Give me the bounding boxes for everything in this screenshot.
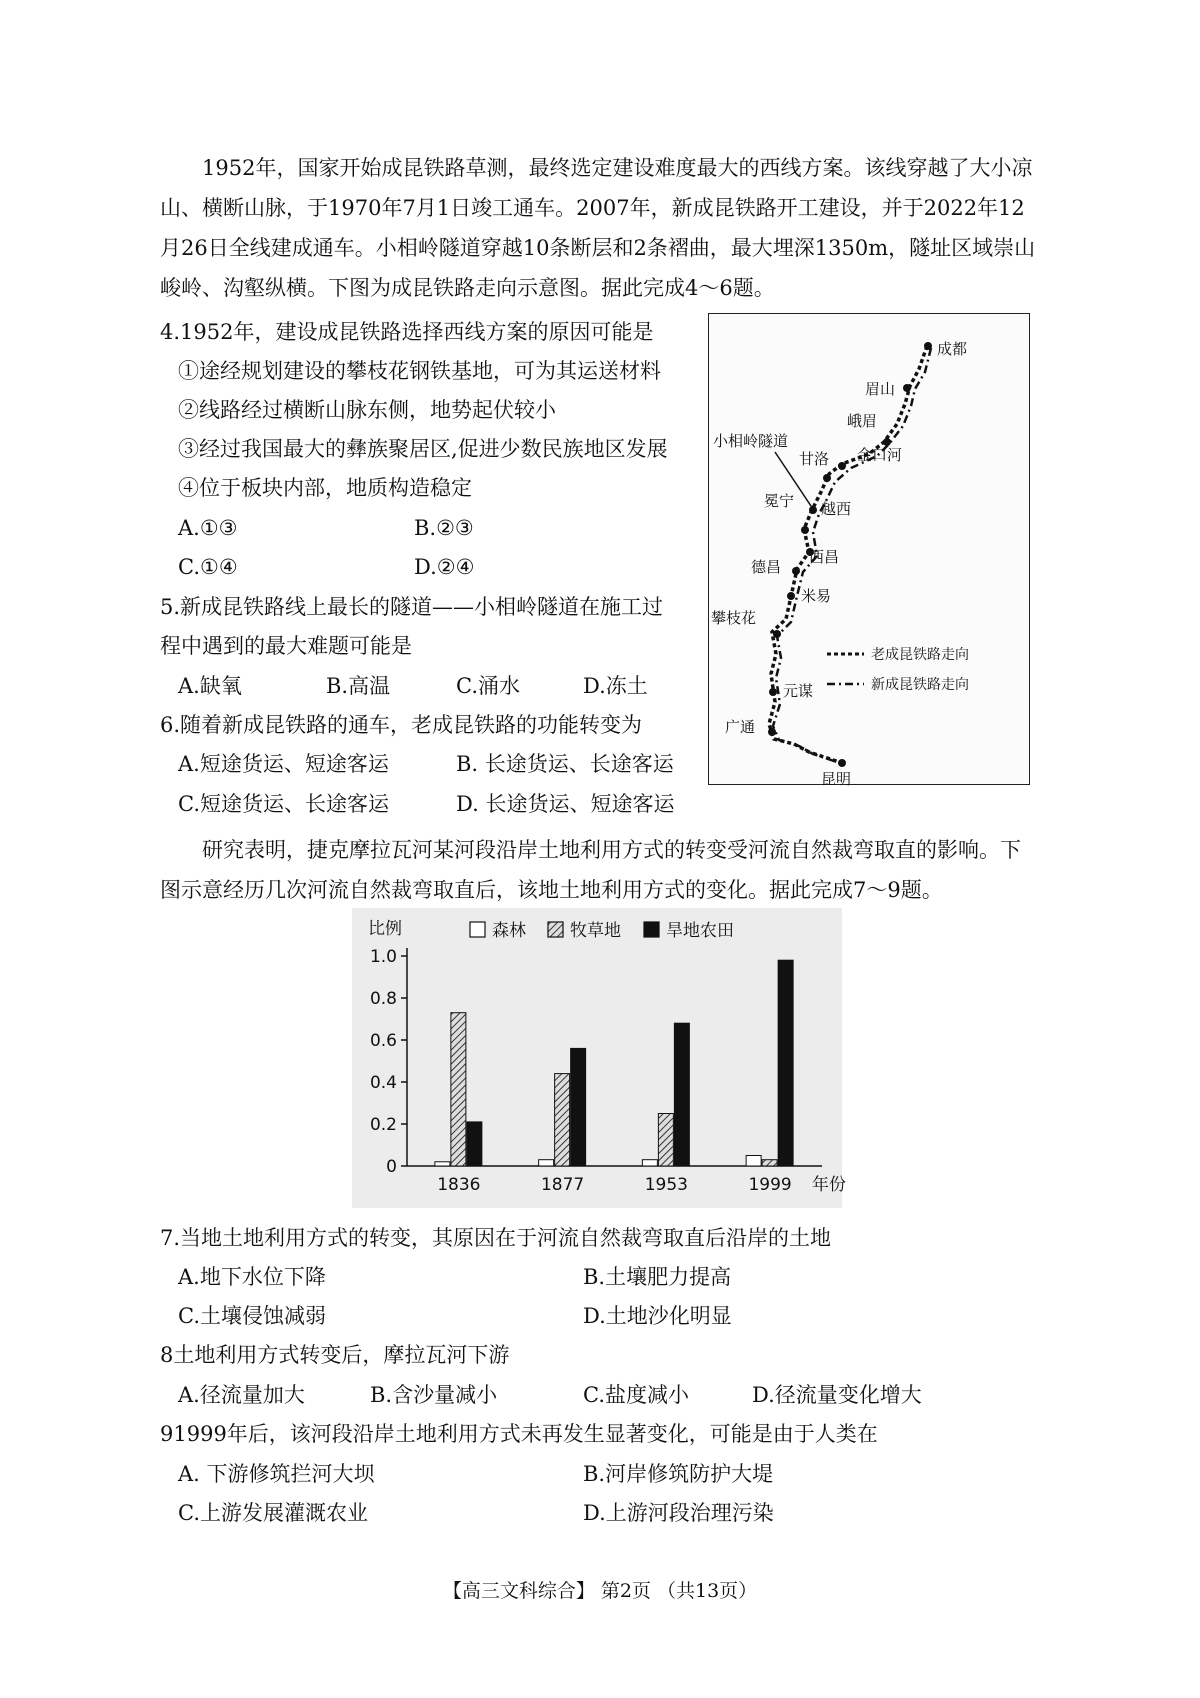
place-label: 昆明: [821, 770, 852, 788]
bar-森林: [539, 1160, 554, 1166]
x-tick-label: 1953: [644, 1175, 689, 1195]
q4-item: ②线路经过横断山脉东侧，地势起伏较小: [178, 398, 556, 422]
station-dot: [773, 630, 781, 638]
new-railway-line: [773, 348, 931, 764]
q9-option-a[interactable]: A. 下游修筑拦河大坝: [178, 1462, 375, 1486]
place-label: 米易: [801, 587, 832, 605]
bar-牧草地: [762, 1160, 777, 1166]
q6-stem: 6.随着新成昆铁路的通车，老成昆铁路的功能转变为: [160, 713, 643, 737]
q5-stem: 5.新成昆铁路线上最长的隧道——小相岭隧道在施工过: [160, 595, 664, 619]
q6-option-d[interactable]: D. 长途货运、短途客运: [456, 792, 675, 816]
station-dot: [768, 728, 776, 736]
legend-label: 牧草地: [570, 921, 621, 941]
y-tick-label: 1.0: [369, 947, 397, 967]
q8-option-c[interactable]: C.盐度减小: [583, 1383, 689, 1407]
x-axis-label: 年份: [812, 1175, 846, 1195]
railway-map: [708, 313, 1030, 788]
bar-旱地农田: [571, 1048, 586, 1166]
q9-option-d[interactable]: D.上游河段治理污染: [583, 1501, 774, 1525]
place-label: 峨眉: [847, 412, 878, 430]
bar-牧草地: [451, 1013, 466, 1166]
q5-option-b[interactable]: B.高温: [326, 674, 391, 698]
q4-option-b[interactable]: B.②③: [414, 516, 474, 540]
place-label: 金口河: [857, 446, 903, 464]
q4-stem: 4.1952年，建设成昆铁路选择西线方案的原因可能是: [160, 320, 654, 344]
q4-item: ④位于板块内部，地质构造稳定: [178, 476, 472, 500]
place-label: 越西: [821, 500, 852, 518]
y-tick-label: 0.6: [369, 1031, 397, 1051]
q7-option-c[interactable]: C.土壤侵蚀减弱: [178, 1304, 326, 1328]
legend-swatch: [548, 922, 563, 937]
y-tick-label: 0.8: [369, 989, 397, 1009]
land-use-chart: [352, 908, 846, 1208]
q4-item: ①途经规划建设的攀枝花钢铁基地，可为其运送材料: [178, 359, 661, 383]
bar-森林: [435, 1162, 450, 1166]
x-tick-label: 1999: [748, 1175, 792, 1195]
q5-option-c[interactable]: C.涌水: [456, 674, 520, 698]
place-label: 甘洛: [799, 450, 830, 468]
y-tick-label: 0: [386, 1157, 397, 1177]
q7-stem: 7.当地土地利用方式的转变，其原因在于河流自然裁弯取直后沿岸的土地: [160, 1226, 832, 1250]
x-tick-label: 1836: [437, 1175, 481, 1195]
place-label: 成都: [937, 340, 968, 358]
bar-牧草地: [658, 1114, 673, 1167]
place-label: 攀枝花: [711, 609, 757, 627]
railway-map-svg: [709, 314, 1031, 786]
station-dot: [883, 438, 891, 446]
q8-option-a[interactable]: A.径流量加大: [178, 1383, 305, 1407]
legend-label: 旱地农田: [666, 921, 734, 941]
q5-option-a[interactable]: A.缺氧: [178, 674, 242, 698]
bar-旱地农田: [778, 960, 793, 1166]
q9-option-b[interactable]: B.河岸修筑防护大堤: [583, 1462, 774, 1486]
station-dot: [801, 526, 809, 534]
q4-item: ③经过我国最大的彝族聚居区,促进少数民族地区发展: [178, 437, 668, 461]
place-label: 广通: [725, 718, 756, 736]
legend-label: 森林: [492, 921, 526, 941]
bar-森林: [746, 1156, 761, 1167]
station-dot: [838, 462, 846, 470]
station-dot: [809, 506, 817, 514]
passage-1: 1952年，国家开始成昆铁路草测，最终选定建设难度最大的西线方案。该线穿越了大小凉山、横断山脉，于1970年7月1日竣工通车。2007年，新成昆铁路开工建设，并于2022年12月26日全线建成通车。小相岭隧道穿越10条断层和2条褶曲，最大埋深1350m，隧址区域崇山峻岭、沟壑纵横。下图为成昆铁路走向示意图。据此完成4～6题。: [160, 156, 1036, 300]
bar-旱地农田: [467, 1122, 482, 1166]
bar-旱地农田: [674, 1023, 689, 1166]
q8-option-d[interactable]: D.径流量变化增大: [752, 1383, 922, 1407]
x-tick-label: 1877: [540, 1175, 585, 1195]
q7-option-a[interactable]: A.地下水位下降: [178, 1265, 326, 1289]
q9-stem: 91999年后，该河段沿岸土地利用方式未再发生显著变化，可能是由于人类在: [160, 1422, 878, 1446]
station-dot: [823, 474, 831, 482]
place-label: 冕宁: [764, 492, 795, 510]
q7-option-b[interactable]: B.土壤肥力提高: [583, 1265, 732, 1289]
place-label: 眉山: [865, 380, 896, 398]
place-label: 德昌: [751, 558, 782, 576]
station-dot: [792, 567, 800, 575]
legend-swatch: [644, 922, 659, 937]
legend-swatch: [470, 922, 485, 937]
q6-option-c[interactable]: C.短途货运、长途客运: [178, 792, 389, 816]
q4-option-a[interactable]: A.①③: [178, 516, 238, 540]
y-tick-label: 0.2: [369, 1115, 397, 1135]
q8-option-b[interactable]: B.含沙量减小: [370, 1383, 498, 1407]
bar-牧草地: [555, 1074, 570, 1166]
y-axis-label: 比例: [368, 919, 402, 939]
passage-2: 研究表明，捷克摩拉瓦河某河段沿岸土地利用方式的转变受河流自然裁弯取直的影响。下图示意经历几次河流自然裁弯取直后，该地土地利用方式的变化。据此完成7～9题。: [160, 838, 1021, 902]
station-dot: [838, 759, 846, 767]
legend-old-label: 老成昆铁路走向: [871, 647, 969, 663]
place-label: 西昌: [809, 548, 840, 566]
q4-option-d[interactable]: D.②④: [414, 555, 475, 579]
q6-option-a[interactable]: A.短途货运、短途客运: [178, 752, 389, 776]
place-label: 元谋: [783, 682, 814, 700]
q5-option-d[interactable]: D.冻土: [583, 674, 648, 698]
bar-森林: [642, 1160, 657, 1166]
page-footer: 【高三文科综合】 第2页 （共13页）: [442, 1580, 758, 1602]
q8-stem: 8土地利用方式转变后，摩拉瓦河下游: [160, 1343, 510, 1367]
station-dot: [787, 592, 795, 600]
station-dot: [769, 688, 777, 696]
land-use-chart-svg: [352, 908, 846, 1208]
q6-option-b[interactable]: B. 长途货运、长途客运: [456, 752, 674, 776]
station-dot: [924, 342, 932, 350]
station-dot: [903, 384, 911, 392]
q7-option-d[interactable]: D.土地沙化明显: [583, 1304, 732, 1328]
y-tick-label: 0.4: [369, 1073, 397, 1093]
q4-option-c[interactable]: C.①④: [178, 555, 238, 579]
q5-stem: 程中遇到的最大难题可能是: [160, 634, 412, 658]
legend-new-label: 新成昆铁路走向: [871, 677, 969, 693]
q9-option-c[interactable]: C.上游发展灌溉农业: [178, 1501, 368, 1525]
tunnel-label: 小相岭隧道: [713, 432, 789, 450]
